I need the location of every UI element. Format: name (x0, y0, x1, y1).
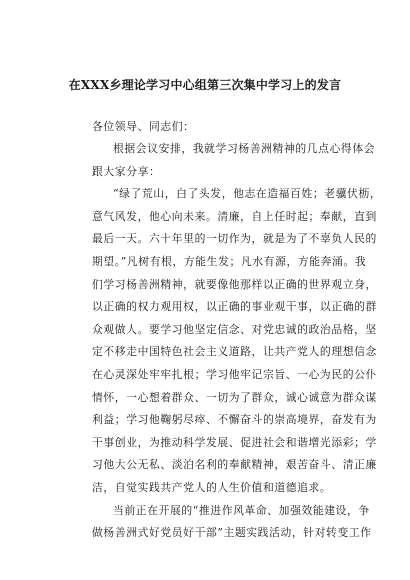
salutation: 各位领导、同志们： (92, 120, 195, 133)
body-text-line: 意气风发，他心向未来。清廉，自上任时起；奉献，直到 (92, 209, 377, 223)
body-text-line: 定不移走中国特色社会主义道路，让共产党人的理想信念 (92, 345, 377, 359)
document-title: 在XXX乡理论学习中心组第三次集中学习上的发言 (68, 78, 342, 92)
speech-body (92, 138, 382, 545)
body-text-line: 根据会议安排，我就学习杨善洲精神的几点心得体会 (113, 142, 376, 155)
body-text-line: 最后一天。六十年里的一切作为，就是为了不辜负人民的 (92, 232, 377, 246)
body-text-line: 当前正在开展的“推进作风革命、加强效能建设，争 (113, 503, 370, 517)
body-text-line: 利益；学习他鞠躬尽瘁、不懈奋斗的崇高境界，奋发有为 (92, 413, 377, 427)
body-text-line: 习他大公无私、淡泊名利的奉献精神，艰苦奋斗、清正廉 (92, 458, 377, 472)
body-text-line: 期望。”凡树有根，方能生发；凡水有源，方能奔涌。我 (92, 254, 367, 268)
body-text-line: 情怀，一心想着群众、一切为了群众，诚心诚意为群众谋 (92, 390, 377, 404)
body-text-line: 干事创业，为推动科学发展、促进社会和谐增光添彩；学 (92, 435, 377, 449)
body-text-line: 们学习杨善洲精神，就要像他那样以正确的世界观立身， (92, 277, 377, 291)
body-text-line: 在心灵深处牢牢扎根；学习他牢记宗旨、一心为民的公仆 (92, 367, 377, 381)
body-text-line: 众观做人。要学习他坚定信念、对党忠诚的政治品格，坚 (92, 322, 377, 336)
body-text-line: 洁，自觉实践共产党人的人生价值和道德追求。 (92, 480, 332, 494)
body-text-line: 跟大家分享： (92, 164, 161, 178)
body-text-line: “绿了荒山，白了头发，他志在造福百姓；老骥伏枥， (113, 187, 382, 201)
body-text-line: 做杨善洲式好党员好干部”主题实践活动，针对转变工作 (92, 526, 372, 540)
body-text-line: 以正确的权力观用权，以正确的事业观干事，以正确的群 (92, 300, 377, 314)
